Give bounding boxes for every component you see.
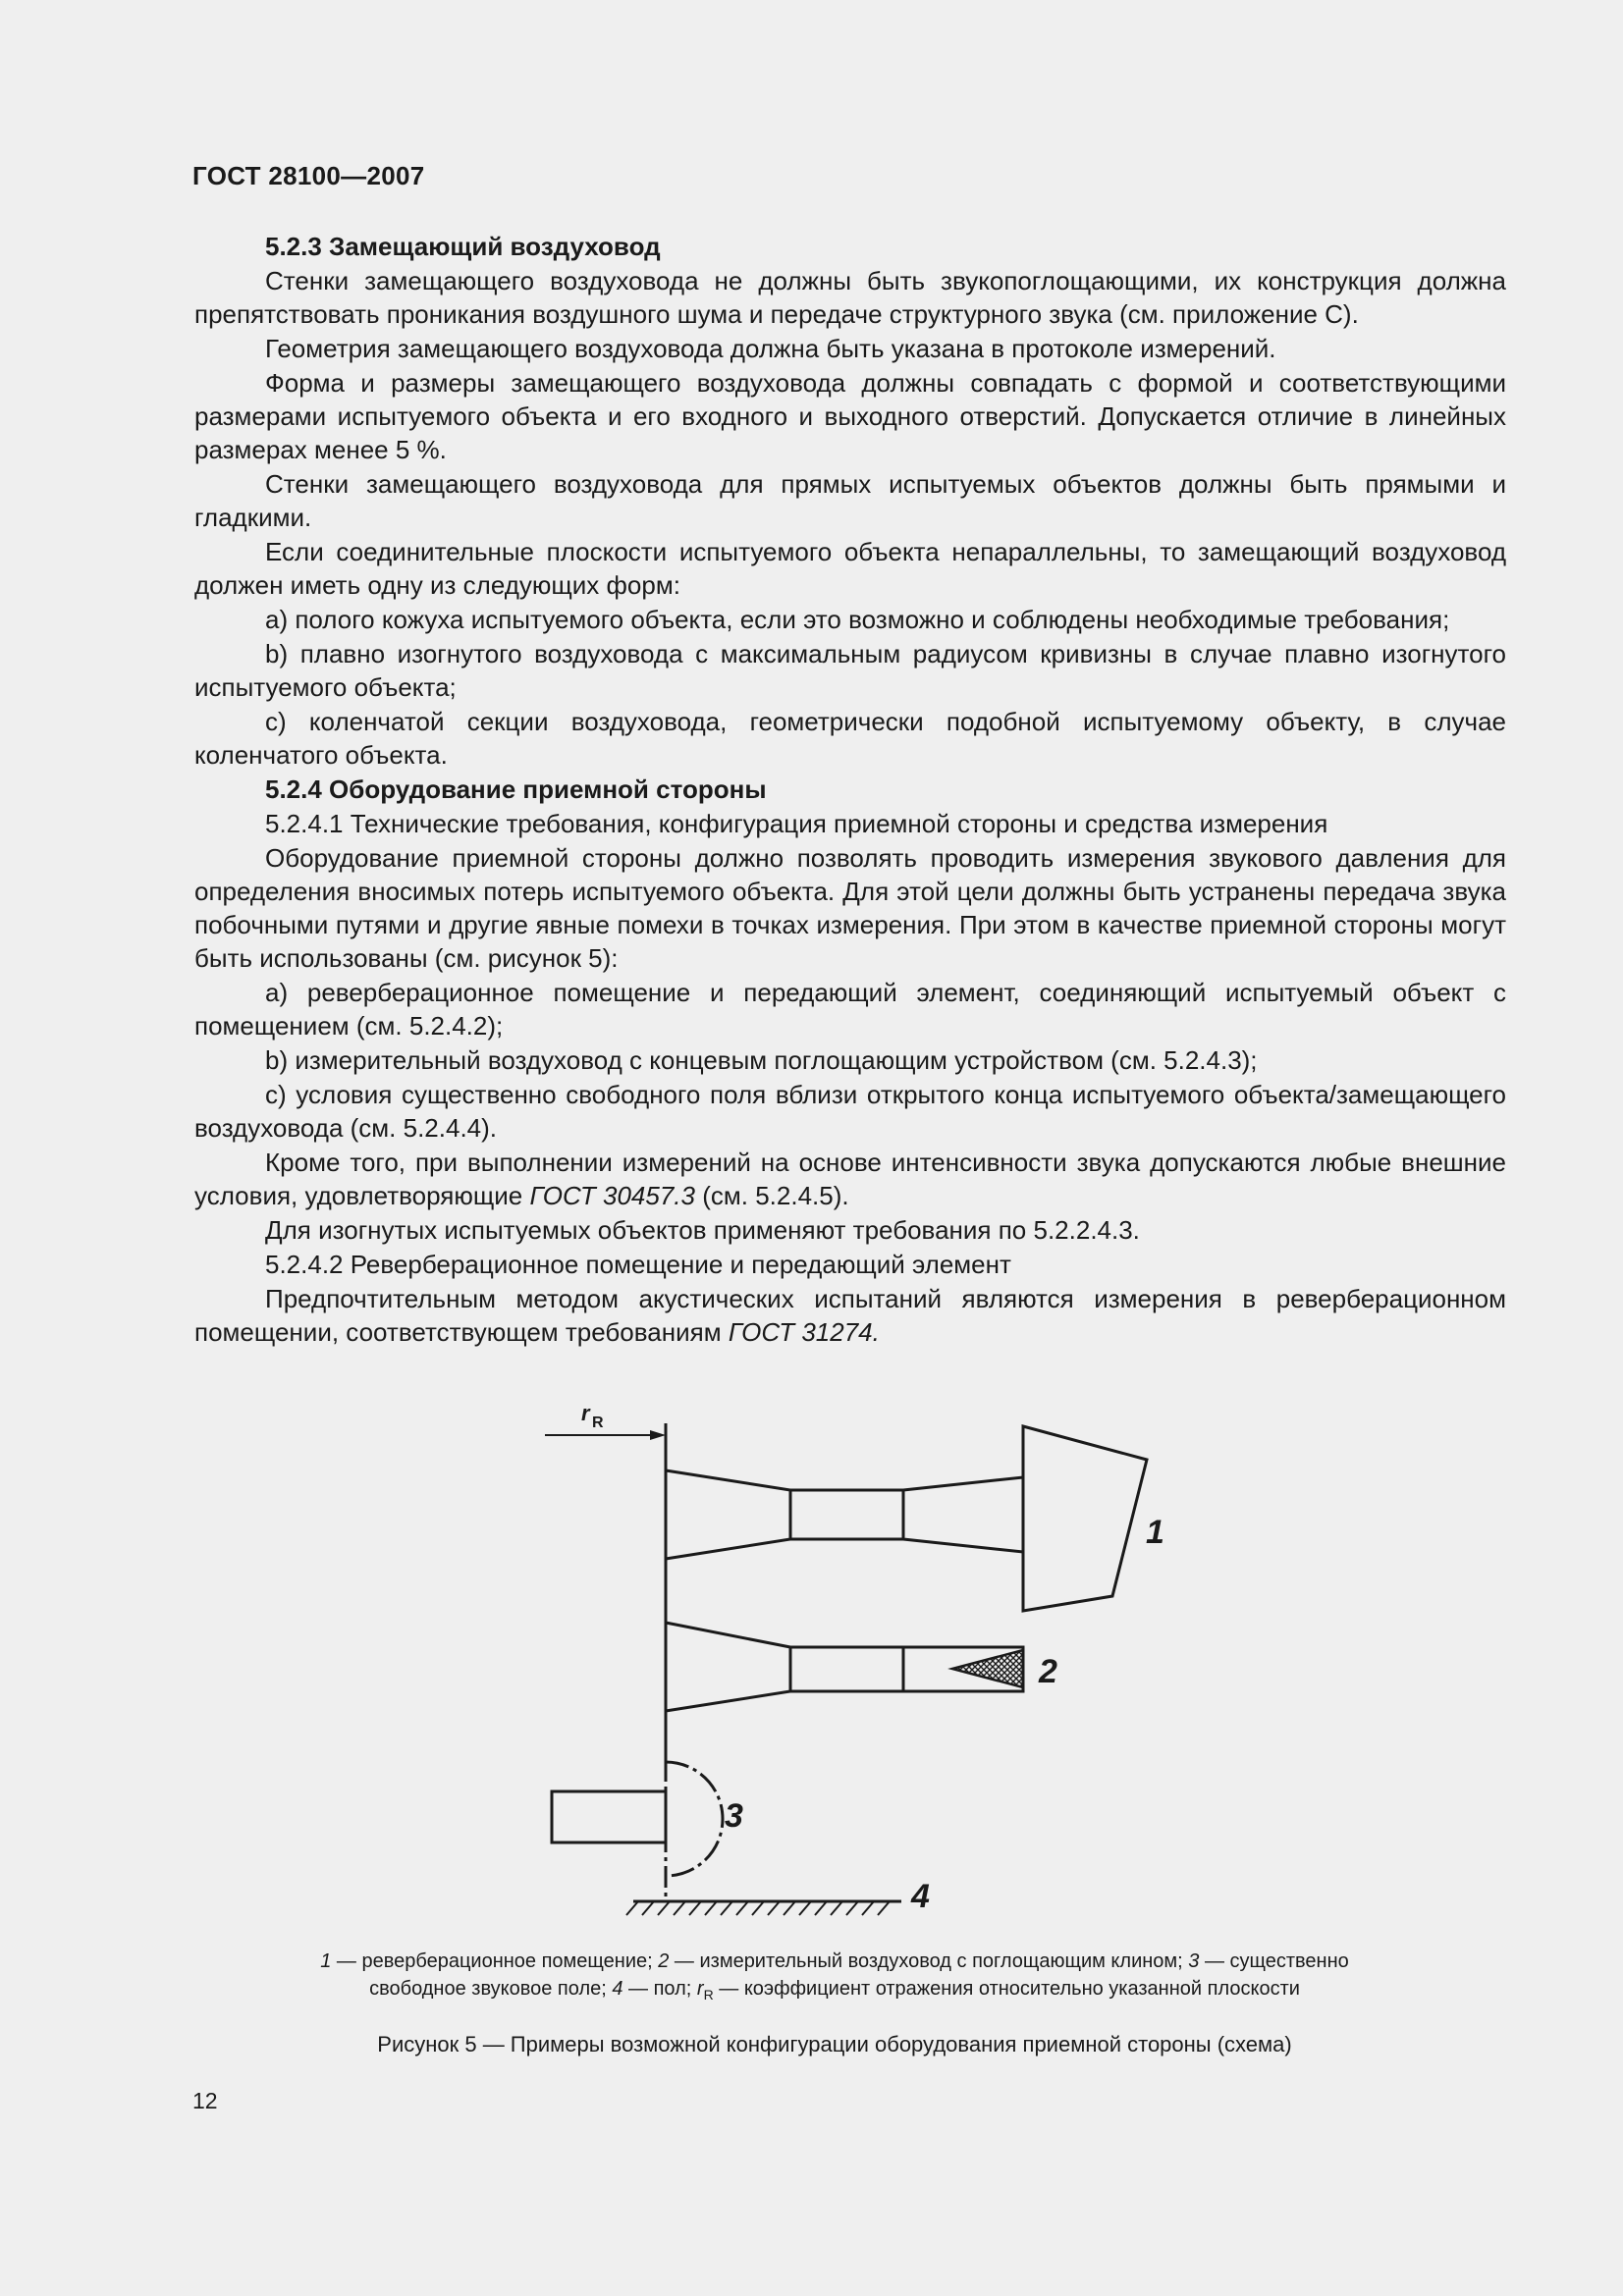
free-field-source-box xyxy=(552,1791,666,1842)
reverberation-room xyxy=(1023,1426,1147,1611)
figure-caption: Рисунок 5 — Примеры возможной конфигурации оборудования приемной стороны (схема) xyxy=(377,2032,1292,2056)
standard-reference: ГОСТ 30457.3 xyxy=(529,1181,695,1210)
list-item: b) плавно изогнутого воздуховода с максимальным радиусом кривизны в случае плавно изогнутого испытуемого объекта; xyxy=(194,639,1506,702)
free-field-hemisphere xyxy=(666,1762,723,1876)
r-arrow-head xyxy=(650,1430,666,1440)
absorbing-wedge xyxy=(952,1650,1023,1687)
paragraph xyxy=(194,1282,1506,1349)
paragraph: Геометрия замещающего воздуховода должна быть указана в протоколе измерений. xyxy=(265,334,1276,363)
figure-label-3: 3 xyxy=(725,1797,743,1835)
body-text xyxy=(194,230,1506,1350)
figure-label-4: 4 xyxy=(911,1878,930,1915)
paragraph: Для изогнутых испытуемых объектов применяют требования по 5.2.2.4.3. xyxy=(265,1215,1140,1245)
figure-5-diagram xyxy=(530,1399,1276,1924)
list-item: b) измерительный воздуховод с концевым поглощающим устройством (см. 5.2.4.3); xyxy=(265,1045,1258,1075)
figure-label-1: 1 xyxy=(1146,1514,1164,1551)
paragraph: Стенки замещающего воздуховода не должны быть звукопоглощающими, их конструкция должна препятствовать проникания воздушного шума и передаче структурного звука (см. приложение С). xyxy=(194,266,1506,329)
list-item: c) условия существенно свободного поля вблизи открытого конца испытуемого объекта/замещающего воздуховода (см. 5.2.4.4). xyxy=(194,1080,1506,1143)
legend-line-2: свободное звуковое поле; 4 — пол; $r_R$ — коэффициент отражения относительно указанной плоскости xyxy=(369,1978,1300,2002)
figure-legend xyxy=(245,1948,1424,2008)
page-number: 12 xyxy=(192,2088,218,2113)
duct-inlet-taper xyxy=(666,1623,790,1711)
list-item: а) полого кожуха испытуемого объекта, если это возможно и соблюдены необходимые требования; xyxy=(265,605,1450,634)
legend-line-1: 1 — реверберационное помещение; 2 — измерительный воздуховод с поглощающим клином; 3 — существенно xyxy=(320,1950,1349,1972)
list-item: c) коленчатой секции воздуховода, геометрически подобной испытуемому объекту, в случае коленчатого объекта. xyxy=(194,707,1506,770)
paragraph xyxy=(194,1146,1506,1212)
paragraph: Форма и размеры замещающего воздуховода должны совпадать с формой и соответствующими размерами испытуемого объекта и его входного и выходного отверстий. Допускается отличие в линейных размерах менее 5 %. xyxy=(194,368,1506,464)
standard-reference: ГОСТ 31274. xyxy=(728,1317,880,1347)
figure-label-2: 2 xyxy=(1039,1653,1057,1690)
list-item: а) реверберационное помещение и передающий элемент, соединяющий испытуемый объект с помещением (см. 5.2.4.2); xyxy=(194,978,1506,1041)
duct-transition-right xyxy=(903,1477,1023,1552)
floor-hatching xyxy=(626,1901,890,1915)
paragraph-text: Предпочтительным методом акустических испытаний являются измерения в реверберационном помещении, соответствующем требованиям xyxy=(194,1284,1506,1347)
paragraph: Если соединительные плоскости испытуемого объекта непараллельны, то замещающий воздуховод должен иметь одну из следующих форм: xyxy=(194,537,1506,600)
subsection-heading: 5.2.4.1 Технические требования, конфигурация приемной стороны и средства измерения xyxy=(265,809,1328,838)
paragraph-text: (см. 5.2.4.5). xyxy=(695,1181,849,1210)
paragraph-text: Кроме того, при выполнении измерений на основе интенсивности звука допускаются любые внешние условия, удовлетворяющие xyxy=(194,1148,1506,1210)
r-label: r xyxy=(581,1401,590,1425)
duct-section xyxy=(790,1490,903,1539)
paragraph: Оборудование приемной стороны должно позволять проводить измерения звукового давления для определения вносимых потерь испытуемого объекта. Для этой цели должны быть устранены передача звука побочными путями и другие явные помехи в точках измерения. При этом в качестве приемной стороны могут быть использованы (см. рисунок 5): xyxy=(194,843,1506,973)
subsection-heading: 5.2.4.2 Реверберационное помещение и передающий элемент xyxy=(265,1250,1011,1279)
section-heading-5-2-3: 5.2.3 Замещающий воздуховод xyxy=(265,232,661,261)
section-heading-5-2-4: 5.2.4 Оборудование приемной стороны xyxy=(265,774,767,804)
r-label-subscript: R xyxy=(592,1415,604,1431)
receiving-side-schematic xyxy=(530,1399,1276,1924)
duct-transition-left xyxy=(666,1470,790,1559)
paragraph: Стенки замещающего воздуховода для прямых испытуемых объектов должны быть прямыми и гладкими. xyxy=(194,469,1506,532)
document-header: ГОСТ 28100—2007 xyxy=(192,161,425,190)
measuring-duct-section xyxy=(790,1647,903,1691)
